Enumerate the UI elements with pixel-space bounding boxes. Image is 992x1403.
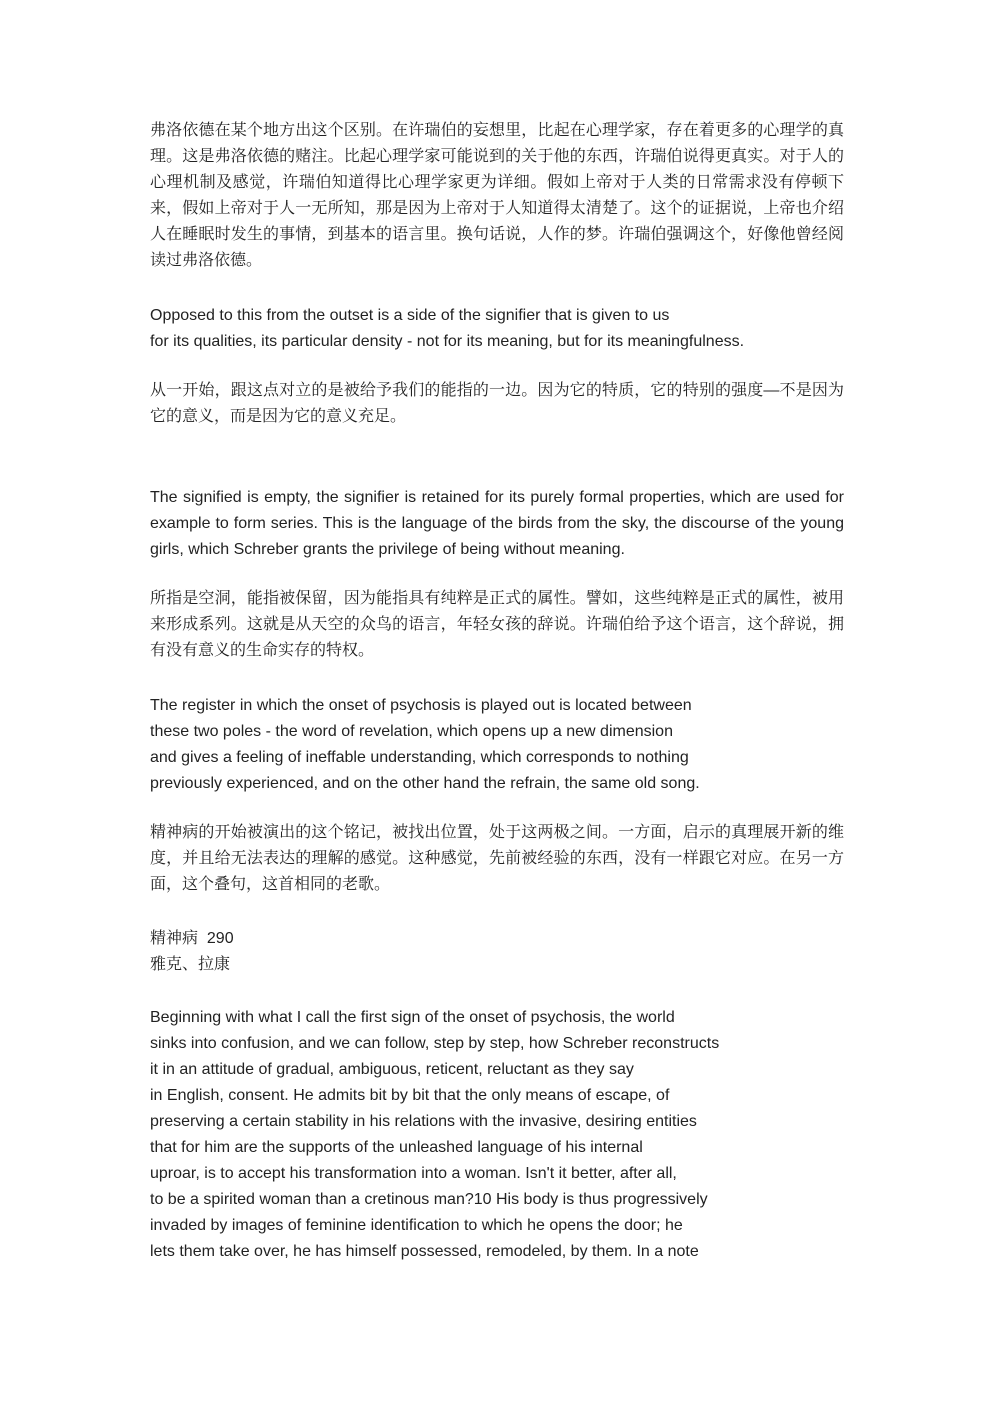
paragraph-zh-signified-empty: 所指是空洞，能指被保留，因为能指具有纯粹是正式的属性。譬如，这些纯粹是正式的属性，被用来形成系列。这就是从天空的众鸟的语言，年轻女孩的辞说。许瑞伯给予这个语言，这个辞说，拥有没有意义的生命实存的特权。 <box>150 590 844 659</box>
text-line: in English, consent. He admits bit by bit that the only means of escape, of <box>150 1087 670 1104</box>
text-line: that for him are the supports of the unleashed language of his internal <box>150 1139 643 1156</box>
text-line: lets them take over, he has himself possessed, remodeled, by them. In a note <box>150 1243 699 1260</box>
text-line: The register in which the onset of psychosis is played out is located between <box>150 697 692 714</box>
text-line: sinks into confusion, and we can follow, step by step, how Schreber reconstructs <box>150 1035 720 1052</box>
text-line: to be a spirited woman than a cretinous man?10 His body is thus progressively <box>150 1191 708 1208</box>
text-line: uproar, is to accept his transformation into a woman. Isn't it better, after all, <box>150 1165 677 1182</box>
paragraph-en-signified-empty: The signified is empty, the signifier is retained for its purely formal properties, which are used for example to form series. This is the language of the birds from the sky, the discourse of the young girls, which Schreber grants the privilege of being without meaning. <box>150 489 844 558</box>
text-line: previously experienced, and on the other hand the refrain, the same old song. <box>150 775 700 792</box>
text-line: it in an attitude of gradual, ambiguous, reticent, reluctant as they say <box>150 1061 634 1078</box>
paragraph-zh-freud-distinction: 弗洛依德在某个地方出这个区别。在许瑞伯的妄想里，比起在心理学家，存在着更多的心理学的真理。这是弗洛依德的赌注。比起心理学家可能说到的关于他的东西，许瑞伯说得更真实。对于人的心理机制及感觉，许瑞伯知道得比心理学家更为详细。假如上帝对于人类的日常需求没有停顿下来，假如上帝对于人一无所知，那是因为上帝对于人知道得太清楚了。这个的证据说，上帝也介绍人在睡眠时发生的事情，到基本的语言里。换句话说，人作的梦。许瑞伯强调这个，好像他曾经阅读过弗洛依德。 <box>150 122 844 269</box>
book-title: 精神病 <box>150 930 199 947</box>
page-number: 290 <box>206 930 234 947</box>
paragraph-zh-register-psychosis: 精神病的开始被演出的这个铭记，被找出位置，处于这两极之间。一方面，启示的真理展开新的维度，并且给无法表达的理解的感觉。这种感觉，先前被经验的东西，没有一样跟它对应。在另一方面，这个叠句，这首相同的老歌。 <box>150 824 844 893</box>
text-line: for its qualities, its particular density - not for its meaning, but for its meaningfulness. <box>150 333 745 350</box>
footer-line <box>150 926 234 952</box>
paragraph-en-signifier-outset <box>150 303 744 355</box>
paragraph-en-first-sign <box>150 1005 719 1265</box>
paragraph-zh-signifier-outset: 从一开始，跟这点对立的是被给予我们的能指的一边。因为它的特质，它的特别的强度—不是因为它的意义，而是因为它的意义充足。 <box>150 382 844 425</box>
text-line: and gives a feeling of ineffable understanding, which corresponds to nothing <box>150 749 689 766</box>
text-line: invaded by images of feminine identification to which he opens the door; he <box>150 1217 683 1234</box>
paragraph-en-register-psychosis <box>150 693 700 797</box>
author-name: 雅克、拉康 <box>150 956 231 973</box>
text-line: preserving a certain stability in his relations with the invasive, desiring entities <box>150 1113 697 1130</box>
text-line: these two poles - the word of revelation, which opens up a new dimension <box>150 723 673 740</box>
page-footer <box>150 926 234 978</box>
text-line: Opposed to this from the outset is a side of the signifier that is given to us <box>150 307 670 324</box>
text-line: Beginning with what I call the first sign of the onset of psychosis, the world <box>150 1009 675 1026</box>
